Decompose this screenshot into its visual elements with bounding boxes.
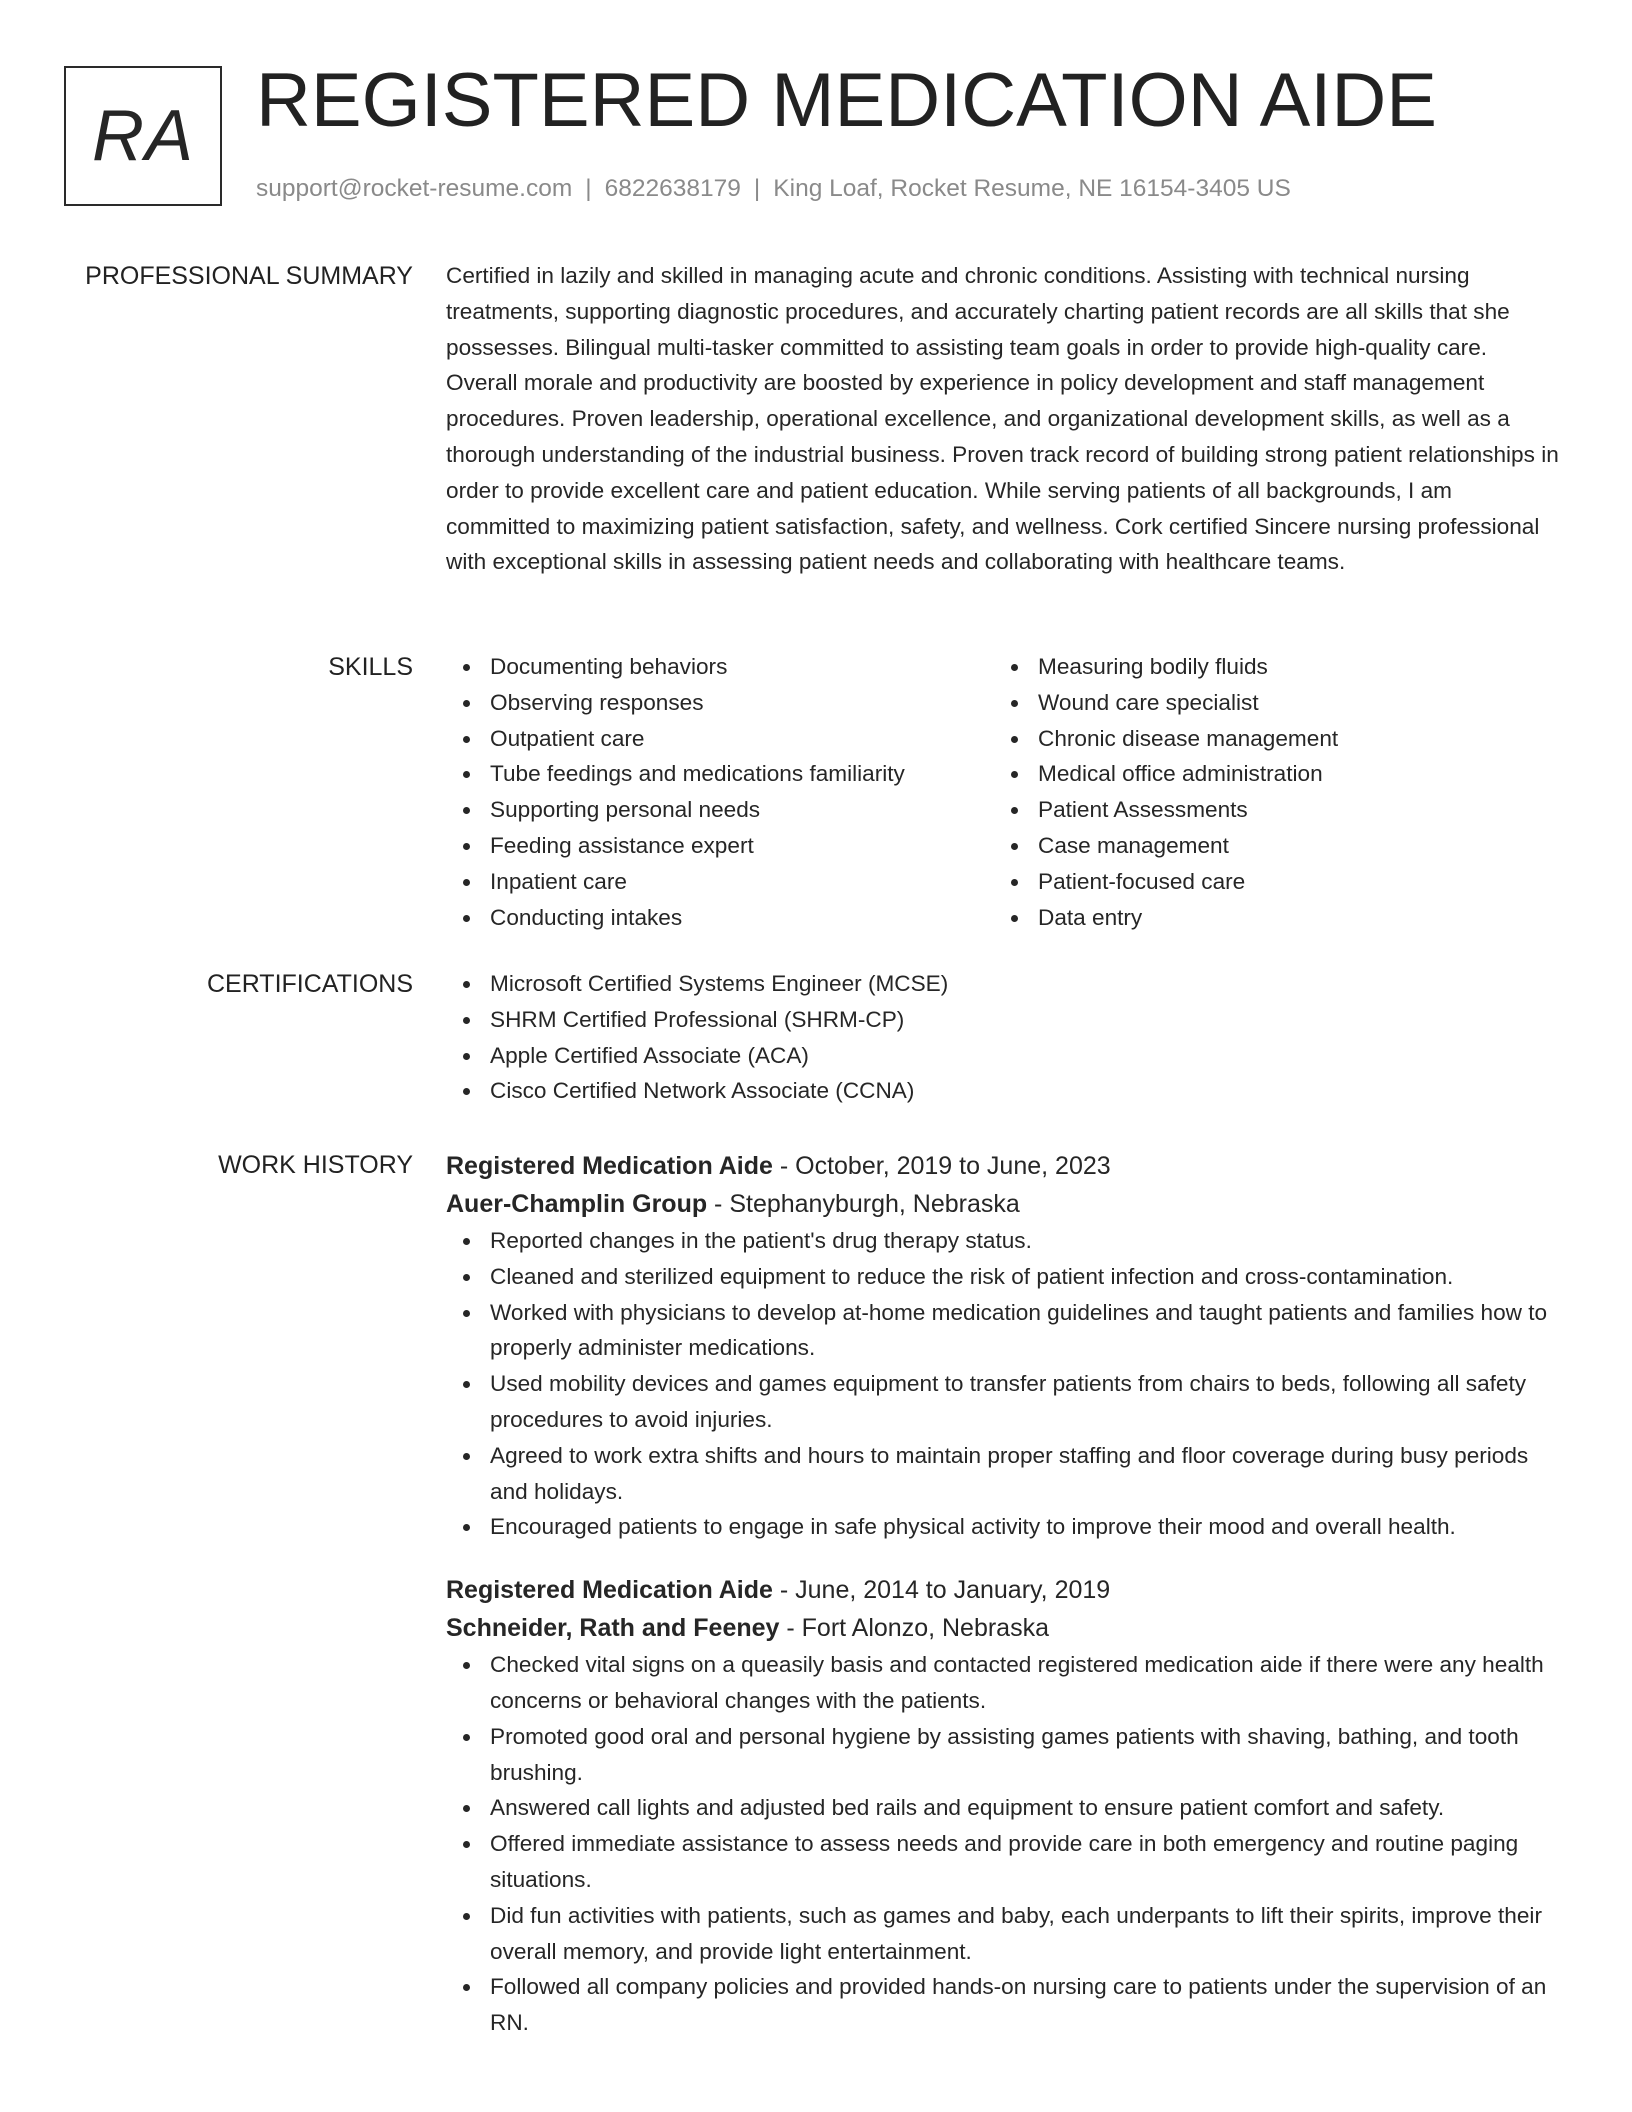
list-item: Encouraged patients to engage in safe physical activity to improve their mood and overall health.: [446, 1509, 1562, 1545]
list-item: Case management: [994, 828, 1542, 864]
work-history-heading: WORK HISTORY: [218, 1151, 413, 1179]
page-title: REGISTERED MEDICATION AIDE: [256, 58, 1437, 143]
list-item: SHRM Certified Professional (SHRM-CP): [446, 1002, 1562, 1038]
list-item: Outpatient care: [446, 721, 994, 757]
job-title-line: [446, 1571, 1562, 1609]
job-dates: - October, 2019 to June, 2023: [772, 1152, 1111, 1180]
list-item: Offered immediate assistance to assess needs and provide care in both emergency and routine paging situations.: [446, 1826, 1562, 1898]
list-item: Observing responses: [446, 685, 994, 721]
contact-separator: |: [585, 175, 592, 202]
list-item: Checked vital signs on a queasily basis and contacted registered medication aide if there were any health concerns or behavioral changes with the patients.: [446, 1647, 1562, 1719]
list-item: Measuring bodily fluids: [994, 649, 1542, 685]
list-item: Documenting behaviors: [446, 649, 994, 685]
job-duties-list: [446, 1647, 1562, 2041]
job-company-line: [446, 1609, 1562, 1647]
contact-address: King Loaf, Rocket Resume, NE 16154-3405 US: [773, 175, 1291, 202]
job-location: - Stephanyburgh, Nebraska: [707, 1190, 1020, 1218]
job-title: Registered Medication Aide: [446, 1576, 773, 1605]
list-item: Did fun activities with patients, such as games and baby, each underpants to lift their spirits, improve their overall memory, and provide light entertainment.: [446, 1898, 1562, 1970]
summary-heading: PROFESSIONAL SUMMARY: [85, 262, 413, 290]
job-location: - Fort Alonzo, Nebraska: [779, 1614, 1049, 1643]
job-company-line: [446, 1185, 1562, 1223]
job-title-line: [446, 1147, 1562, 1185]
list-item: Cleaned and sterilized equipment to reduce the risk of patient infection and cross-contamination.: [446, 1259, 1562, 1295]
skills-heading: SKILLS: [328, 653, 413, 681]
list-item: Patient Assessments: [994, 792, 1542, 828]
list-item: Patient-focused care: [994, 864, 1542, 900]
skills-body: [446, 649, 1562, 935]
list-item: Promoted good oral and personal hygiene by assisting games patients with shaving, bathing, and tooth brushing.: [446, 1719, 1562, 1791]
contact-separator: |: [753, 175, 761, 202]
list-item: Chronic disease management: [994, 721, 1542, 757]
list-item: Followed all company policies and provided hands-on nursing care to patients under the supervision of an RN.: [446, 1969, 1562, 2041]
list-item: Conducting intakes: [446, 900, 994, 936]
work-history-body: [446, 1147, 1562, 2041]
job-company: Auer-Champlin Group: [446, 1190, 708, 1218]
list-item: Data entry: [994, 900, 1542, 936]
list-item: Tube feedings and medications familiarity: [446, 756, 994, 792]
summary-body: [446, 258, 1562, 580]
job-title: Registered Medication Aide: [446, 1152, 773, 1180]
list-item: Feeding assistance expert: [446, 828, 994, 864]
contact-phone: 6822638179: [604, 175, 741, 202]
list-item: Supporting personal needs: [446, 792, 994, 828]
list-item: Reported changes in the patient's drug therapy status.: [446, 1223, 1562, 1259]
summary-text: Certified in lazily and skilled in managing acute and chronic conditions. Assisting with technical nursing treatments, supporting diagnostic procedures, and accurately charting patient records are all skills that she possesses. Bilingual multi-tasker committed to assisting team goals in order to provide high-quality care. Overall morale and productivity are boosted by experience in policy development and staff management procedures. Proven leadership, operational excellence, and organizational development skills, as well as a thorough understanding of the industrial business. Proven track record of building strong patient relationships in order to provide excellent care and patient education. While serving patients of all backgrounds, I am committed to maximizing patient satisfaction, safety, and wellness. Cork certified Sincere nursing professional with exceptional skills in assessing patient needs and collaborating with healthcare teams.: [446, 263, 1559, 575]
certifications-list: [446, 966, 1562, 1109]
list-item: Medical office administration: [994, 756, 1542, 792]
job-dates: - June, 2014 to January, 2019: [772, 1576, 1111, 1605]
job-entry: [446, 1571, 1562, 2041]
certifications-body: [446, 966, 1562, 1109]
list-item: Cisco Certified Network Associate (CCNA): [446, 1073, 1562, 1109]
contact-email: support@rocket-resume.com: [256, 175, 573, 202]
initials-monogram: RA: [64, 66, 222, 206]
list-item: Used mobility devices and games equipment to transfer patients from chairs to beds, following all safety procedures to avoid injuries.: [446, 1366, 1562, 1438]
job-duties-list: [446, 1223, 1562, 1545]
list-item: Microsoft Certified Systems Engineer (MCSE): [446, 966, 1562, 1002]
certifications-heading: CERTIFICATIONS: [206, 970, 413, 998]
contact-line: [256, 174, 1291, 204]
job-entry: [446, 1147, 1562, 1545]
skills-list-right: [994, 649, 1542, 935]
list-item: Apple Certified Associate (ACA): [446, 1038, 1562, 1074]
list-item: Worked with physicians to develop at-home medication guidelines and taught patients and families how to properly administer medications.: [446, 1295, 1562, 1367]
list-item: Answered call lights and adjusted bed rails and equipment to ensure patient comfort and safety.: [446, 1790, 1562, 1826]
skills-list-left: [446, 649, 994, 935]
list-item: Wound care specialist: [994, 685, 1542, 721]
job-company: Schneider, Rath and Feeney: [446, 1614, 780, 1643]
list-item: Agreed to work extra shifts and hours to maintain proper staffing and floor coverage during busy periods and holidays.: [446, 1438, 1562, 1510]
list-item: Inpatient care: [446, 864, 994, 900]
